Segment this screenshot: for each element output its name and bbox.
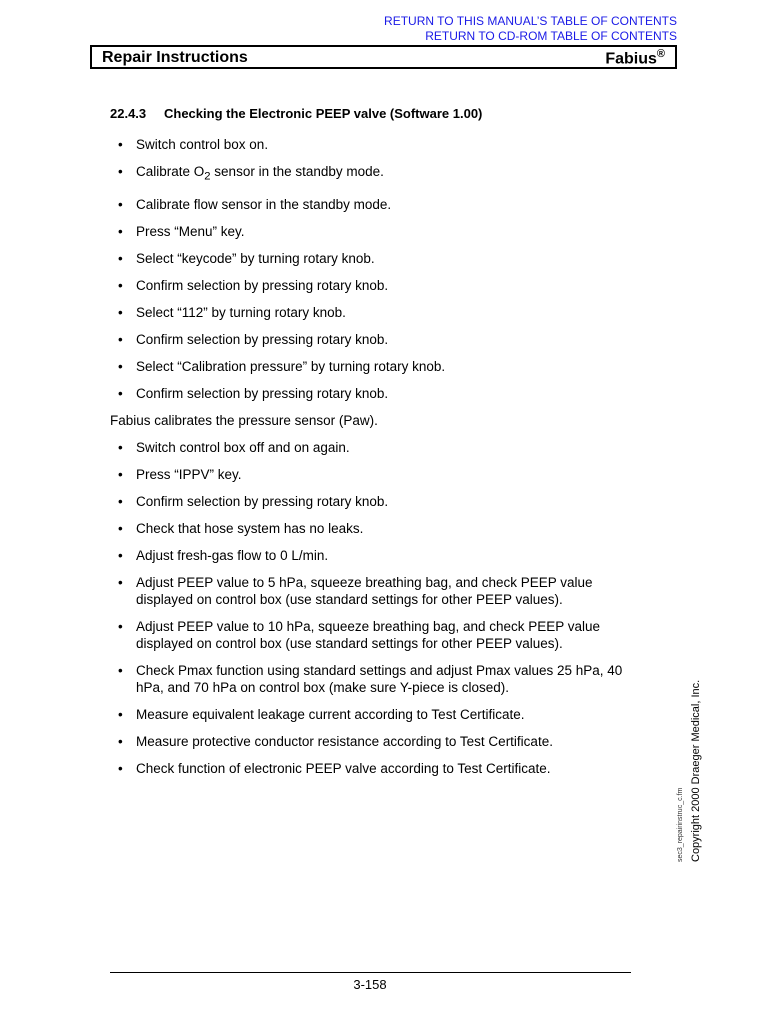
product-name: Fabius [605, 50, 657, 68]
list-item: • Select “keycode” by turning rotary knob. [110, 250, 630, 267]
list-item: • Select “112” by turning rotary knob. [110, 304, 630, 321]
footer-divider [110, 972, 631, 973]
list-item: • Confirm selection by pressing rotary knob. [110, 277, 630, 294]
list-item: • Confirm selection by pressing rotary knob. [110, 493, 630, 510]
header-product [605, 48, 665, 68]
list-item: • Adjust PEEP value to 5 hPa, squeeze breathing bag, and check PEEP value displayed on control box (use standard settings for other PEEP values). [110, 574, 630, 608]
list-item: • Check that hose system has no leaks. [110, 520, 630, 537]
list-item: • Select “Calibration pressure” by turning rotary knob. [110, 358, 630, 375]
instructions-body [110, 136, 630, 787]
header-title: Repair Instructions [102, 49, 248, 66]
list-item: • Confirm selection by pressing rotary knob. [110, 385, 630, 402]
list-item: • Switch control box off and on again. [110, 439, 630, 456]
registered-mark: ® [656, 48, 665, 60]
cdrom-toc-link[interactable]: RETURN TO CD-ROM TABLE OF CONTENTS [425, 29, 677, 43]
page-number: 3-158 [353, 977, 387, 992]
list-item: • Check Pmax function using standard settings and adjust Pmax values 25 hPa, 40 hPa, and 70 hPa on control box (make sure Y-piece is closed). [110, 662, 630, 696]
page-header [90, 45, 677, 69]
list-item: • Measure equivalent leakage current according to Test Certificate. [110, 706, 630, 723]
o2-subscript: 2 [204, 170, 211, 183]
list-item: • Confirm selection by pressing rotary knob. [110, 331, 630, 348]
o2-step-rest: sensor in the standby mode. [210, 164, 384, 179]
section-heading [110, 106, 482, 121]
list-item: • Calibrate flow sensor in the standby mode. [110, 196, 630, 213]
list-item: • Check function of electronic PEEP valve according to Test Certificate. [110, 760, 630, 777]
list-item: • Press “IPPV” key. [110, 466, 630, 483]
body-paragraph: Fabius calibrates the pressure sensor (Paw). [110, 412, 378, 428]
manual-toc-link[interactable]: RETURN TO THIS MANUAL’S TABLE OF CONTENTS [384, 14, 677, 28]
o2-step-text: Calibrate O [136, 164, 205, 179]
list-item: • Switch control box on. [110, 136, 630, 153]
list-item: • Adjust PEEP value to 10 hPa, squeeze breathing bag, and check PEEP value displayed on control box (use standard settings for other PEEP values). [110, 618, 630, 652]
navigation-links [384, 14, 677, 44]
copyright-notice: Copyright 2000 Draeger Medical, Inc. [690, 679, 702, 862]
steps-list-b [110, 439, 630, 777]
section-number: 22.4.3 [110, 106, 147, 121]
list-item: • Press “Menu” key. [110, 223, 630, 240]
list-item [110, 163, 630, 186]
list-item: • Adjust fresh-gas flow to 0 L/min. [110, 547, 630, 564]
file-name-label: sec3_repairinstruc_c.fm [677, 787, 684, 862]
list-item: • Measure protective conductor resistance according to Test Certificate. [110, 733, 630, 750]
steps-list-a [110, 136, 630, 402]
section-title: Checking the Electronic PEEP valve (Software 1.00) [164, 106, 483, 121]
